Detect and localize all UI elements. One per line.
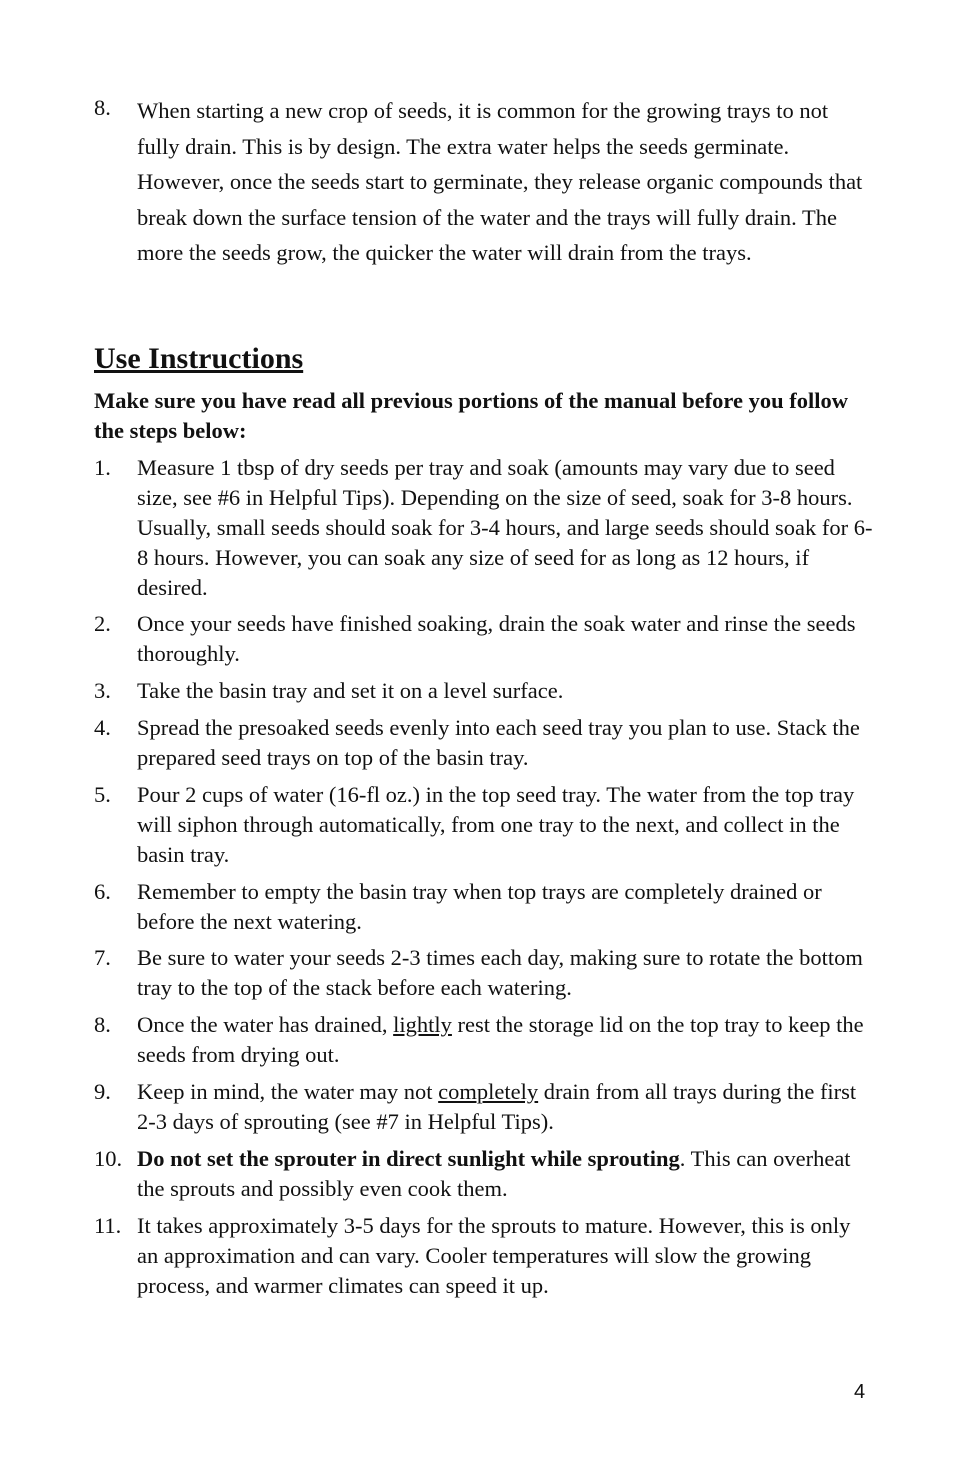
list-text: Remember to empty the basin tray when top trays are completely drained or before the next watering. [137,879,822,934]
helpful-tip-8 [94,93,874,271]
step-7 [94,943,874,1003]
list-text: It takes approximately 3-5 days for the sprouts to mature. However, this is only an approximation and can vary. Cooler temperatures will slow the growing process, and warmer climates can speed it up. [137,1213,851,1298]
list-number: 10. [94,1146,123,1171]
list-text: Spread the presoaked seeds evenly into each seed tray you plan to use. Stack the prepared seed trays on top of the basin tray. [137,715,860,770]
list-number: 7. [94,945,111,970]
section-heading: Use Instructions [94,342,304,375]
step-3 [94,676,874,706]
text-fragment: drain from all trays during the first 2-3 days of sprouting (see #7 in Helpful Tips). [137,1079,857,1134]
step-9 [94,1077,874,1137]
page-number: 4 [854,1381,866,1403]
bold-warning: Do not set the sprouter in direct sunlight while sprouting [137,1146,680,1171]
step-5 [94,780,874,870]
underlined-word: lightly [393,1012,452,1037]
list-number: 3. [94,678,111,703]
list-text [137,1077,874,1137]
list-text [137,1144,874,1204]
list-text [137,1010,874,1070]
list-number: 5. [94,782,111,807]
underlined-word: completely [438,1079,539,1104]
text-fragment: Keep in mind, the water may not [137,1079,439,1104]
list-text: Measure 1 tbsp of dry seeds per tray and soak (amounts may vary due to seed size, see #6 in Helpful Tips). Depending on the size of seed, soak for 3-8 hours. Usually, small seeds should soak for 3-4 hours, and large seeds should soak for 6-8 hours. However, you can soak any size of seed for as long as 12 hours, if desired. [137,455,873,600]
list-number: 4. [94,715,111,740]
list-number: 2. [94,611,111,636]
list-text: Be sure to water your seeds 2-3 times each day, making sure to rotate the bottom tray to the top of the stack before each watering. [137,945,863,1000]
step-8 [94,1010,874,1070]
step-6 [94,877,874,937]
list-number: 9. [94,1079,111,1104]
list-number: 11. [94,1213,122,1238]
step-4 [94,713,874,773]
step-10 [94,1144,874,1204]
list-number: 1. [94,455,111,480]
text-fragment: Once the water has drained, [137,1012,394,1037]
list-text: Once your seeds have finished soaking, drain the soak water and rinse the seeds thoroughly. [137,611,856,666]
list-number: 8. [94,1012,111,1037]
list-text: When starting a new crop of seeds, it is common for the growing trays to not fully drain. This is by design. The extra water helps the seeds germinate. However, once the seeds start to germinate, they release organic compounds that break down the surface tension of the water and the trays will fully drain. The more the seeds grow, the quicker the water will drain from the trays. [137,98,863,265]
list-text: Take the basin tray and set it on a level surface. [137,678,564,703]
text-fragment: rest the storage lid on the top tray to keep the seeds from drying out. [137,1012,864,1067]
list-text: Pour 2 cups of water (16-fl oz.) in the top seed tray. The water from the top tray will siphon through automatically, from one tray to the next, and collect in the basin tray. [137,782,855,867]
step-11 [94,1211,874,1301]
section-intro: Make sure you have read all previous portions of the manual before you follow the steps below: [94,388,848,443]
text-fragment: . This can overheat the sprouts and possibly even cook them. [137,1146,851,1201]
step-2 [94,609,874,669]
list-number: 8. [94,95,111,120]
step-1 [94,453,874,603]
list-number: 6. [94,879,111,904]
